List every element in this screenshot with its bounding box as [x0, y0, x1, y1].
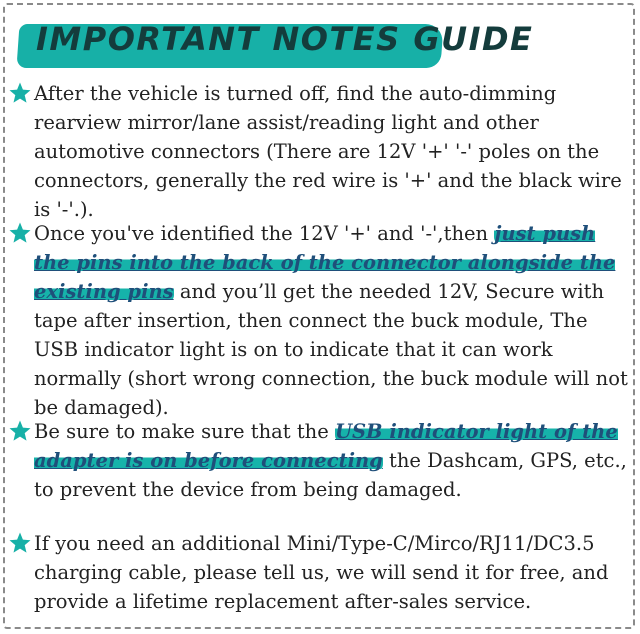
title-banner — [18, 16, 534, 68]
note-text-plain: Be sure to make sure that the — [34, 420, 335, 443]
star-icon — [8, 221, 32, 245]
star-icon — [8, 531, 32, 555]
note-item-1 — [8, 79, 632, 224]
note-text — [34, 219, 632, 422]
star-icon — [8, 81, 32, 105]
note-highlight: USB indicator light of the adapter is on before connecting — [34, 420, 618, 472]
note-text-plain: Once you've identified the 12V '+' and '-',then — [34, 222, 495, 245]
note-text-plain: If you need an additional Mini/Type-C/Mirco/RJ11/DC3.5 charging cable, please tell us, we will send it for free, and provide a lifetime replacement after-sales service. — [34, 532, 609, 613]
star-icon — [8, 419, 32, 443]
note-text — [34, 417, 632, 504]
note-text — [34, 79, 632, 224]
note-text-plain: the Dashcam, GPS, etc., to prevent the device from being damaged. — [34, 449, 627, 501]
note-text-plain: After the vehicle is turned off, find the auto-dimming rearview mirror/lane assist/reading light and other automotive connectors (There are 12V '+' '-' poles on the connectors, generally the red wire is '+' and the black wire is '-'.). — [34, 82, 622, 221]
note-item-4 — [8, 529, 632, 616]
page-title: IMPORTANT NOTES GUIDE — [36, 20, 534, 58]
note-highlight: just push the pins into the back of the connector alongside the existing pins — [34, 222, 616, 303]
note-item-2 — [8, 219, 632, 422]
note-text — [34, 529, 632, 616]
note-text-plain: and you’ll get the needed 12V, Secure with tape after insertion, then connect the buck module, The USB indicator light is on to indicate that it can work normally (short wrong connection, the buck module will not be damaged). — [34, 280, 628, 419]
note-item-3 — [8, 417, 632, 504]
